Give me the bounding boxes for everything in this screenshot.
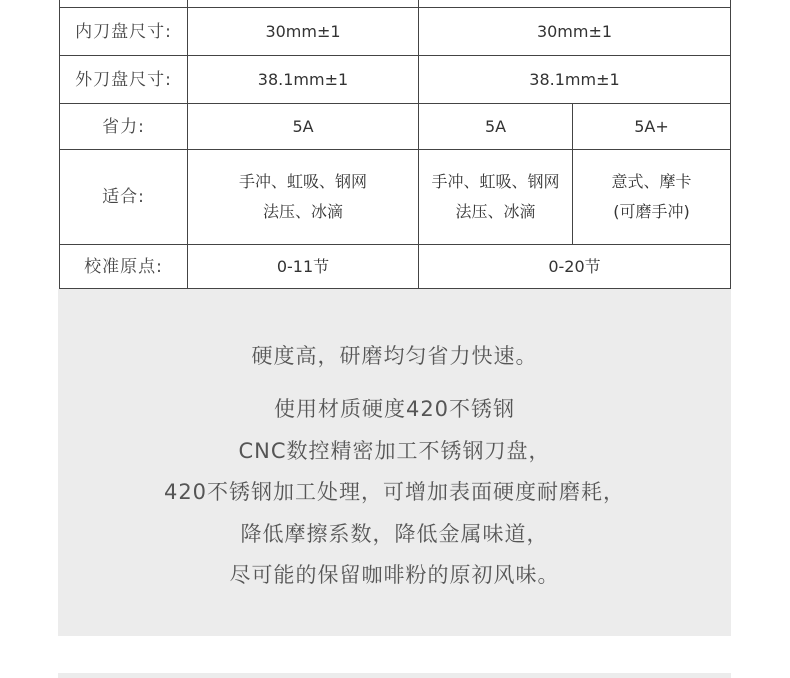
outer-disc-value-1: 38.1mm±1 (188, 56, 419, 104)
suitable-value-2b (573, 150, 731, 245)
table-row-effort (60, 104, 731, 150)
effort-value-2b: 5A+ (573, 104, 731, 150)
suitable-value-2a-line-2: 法压、冰滴 (455, 202, 536, 221)
suitable-value-1-line-2: 法压、冰滴 (262, 202, 343, 221)
table-cell (188, 0, 419, 8)
effort-value-2a: 5A (419, 104, 573, 150)
description-line: CNC数控精密加工不锈钢刀盘， (238, 438, 551, 463)
suitable-value-2a-line-1: 手冲、虹吸、钢网 (431, 172, 560, 191)
suitable-value-2a (419, 150, 573, 245)
outer-disc-value-2: 38.1mm±1 (419, 56, 731, 104)
table-cell (419, 0, 731, 8)
table-row-suitable (60, 150, 731, 245)
suitable-value-2b-line-2: (可磨手冲) (613, 202, 690, 221)
suitable-value-1-line-1: 手冲、虹吸、钢网 (238, 172, 367, 191)
feature-description-panel (58, 289, 731, 636)
description-line: 降低摩擦系数，降低金属味道， (240, 521, 549, 546)
description-line: 使用材质硬度420不锈钢 (273, 397, 516, 421)
inner-disc-value-2: 30mm±1 (419, 8, 731, 56)
row-label-effort: 省力: (60, 104, 188, 150)
suitable-value-2b-line-1: 意式、摩卡 (611, 172, 692, 191)
table-row-calibration (60, 245, 731, 289)
suitable-value-1 (188, 150, 419, 245)
feature-headline: 硬度高，研磨均匀省力快速。 (251, 344, 538, 368)
spec-table (59, 0, 731, 289)
calibration-value-2: 0-20节 (419, 245, 731, 289)
row-label-suitable: 适合: (60, 150, 188, 245)
description-line: 尽可能的保留咖啡粉的原初风味。 (229, 563, 560, 587)
table-row-inner-disc (60, 8, 731, 56)
description-line: 420不锈钢加工处理，可增加表面硬度耐磨耗， (163, 480, 626, 504)
row-label-outer-disc: 外刀盘尺寸: (60, 56, 188, 104)
next-section-panel (58, 673, 731, 678)
inner-disc-value-1: 30mm±1 (188, 8, 419, 56)
row-label-inner-disc: 内刀盘尺寸: (60, 8, 188, 56)
effort-value-1: 5A (188, 104, 419, 150)
calibration-value-1: 0-11节 (188, 245, 419, 289)
table-row-top-edge (60, 0, 731, 8)
table-cell (60, 0, 188, 8)
feature-description (58, 389, 731, 597)
table-row-outer-disc (60, 56, 731, 104)
row-label-calibration: 校准原点: (60, 245, 188, 289)
